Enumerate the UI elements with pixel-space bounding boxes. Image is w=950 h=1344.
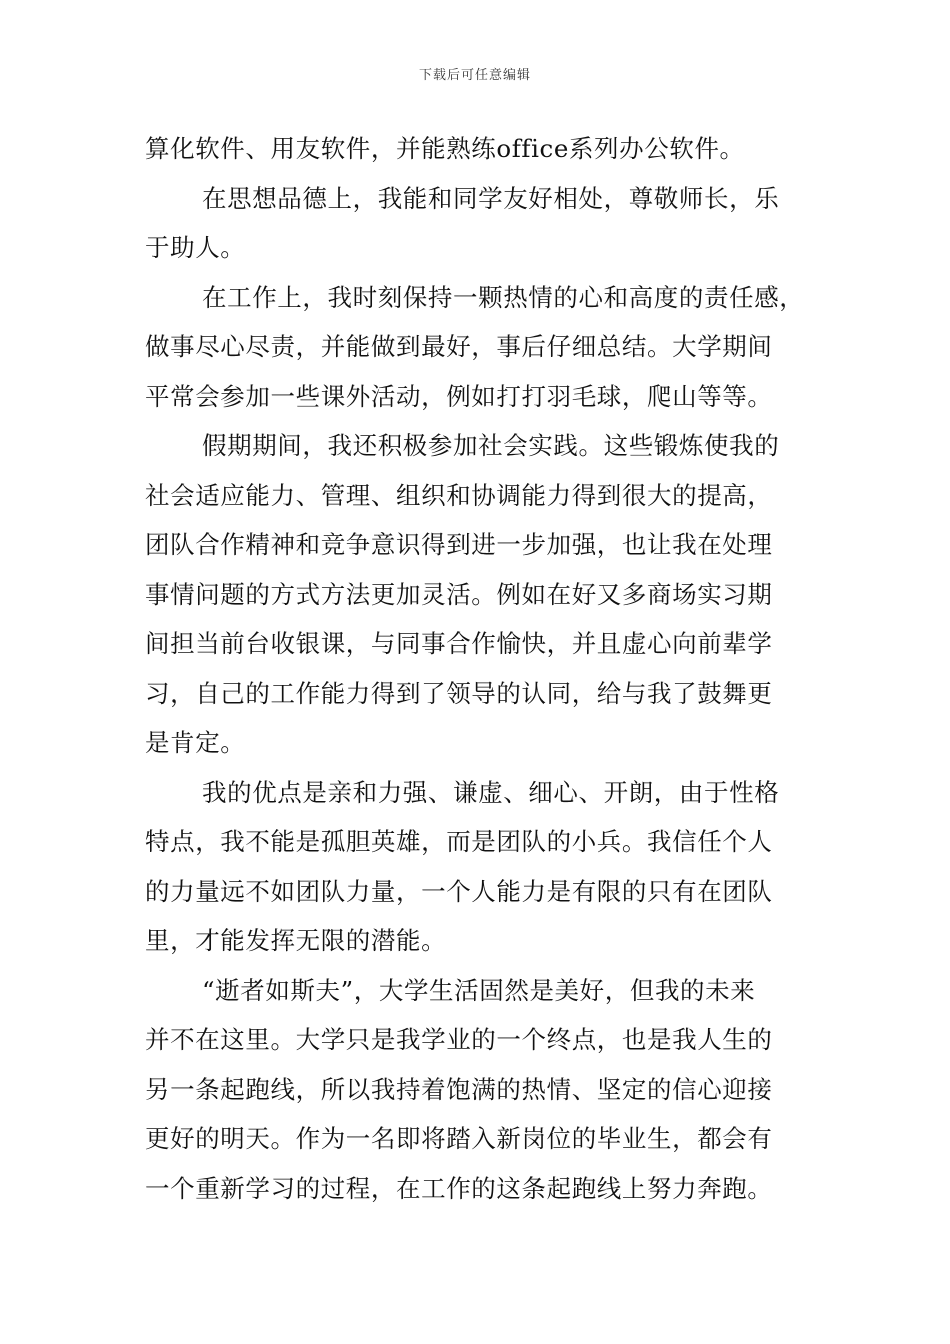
text-line: “逝者如斯夫”，大学生活固然是美好，但我的未来 bbox=[202, 975, 756, 1005]
text-line: 假期期间，我还积极参加社会实践。这些锻炼使我的 bbox=[202, 431, 780, 460]
text-line: 并不在这里。大学只是我学业的一个终点，也是我人生的 bbox=[145, 1025, 773, 1054]
page-header: 下载后可任意编辑 bbox=[418, 68, 531, 83]
text-line: 团队合作精神和竞争意识得到进一步加强，也让我在处理 bbox=[145, 530, 773, 559]
text-line: 在工作上，我时刻保持一颗热情的心和高度的责任感， bbox=[202, 282, 805, 312]
text-line: 更好的明天。作为一名即将踏入新岗位的毕业生，都会有 bbox=[145, 1124, 773, 1153]
text-line: 在思想品德上，我能和同学友好相处，尊敬师长，乐 bbox=[202, 183, 780, 213]
text-line: 平常会参加一些课外活动，例如打打羽毛球，爬山等等。 bbox=[145, 381, 773, 411]
text-line: 事情问题的方式方法更加灵活。例如在好又多商场实习期 bbox=[145, 579, 773, 609]
text-line: 特点，我不能是孤胆英雄，而是团队的小兵。我信任个人 bbox=[145, 827, 773, 856]
text-line: 是肯定。 bbox=[145, 728, 246, 757]
text-line: 社会适应能力、管理、组织和协调能力得到很大的提高， bbox=[145, 480, 773, 510]
text-line: 我的优点是亲和力强、谦虚、细心、开朗，由于性格 bbox=[202, 777, 780, 807]
text-line: 里，才能发挥无限的潜能。 bbox=[145, 926, 447, 955]
text-line: 另一条起跑线，所以我持着饱满的热情、坚定的信心迎接 bbox=[145, 1074, 773, 1104]
text-line: 间担当前台收银课，与同事合作愉快，并且虚心向前辈学 bbox=[145, 629, 773, 658]
text-line: 于助人。 bbox=[145, 233, 246, 262]
text-line: 一个重新学习的过程，在工作的这条起跑线上努力奔跑。 bbox=[145, 1173, 773, 1203]
body-text bbox=[145, 124, 815, 1213]
text-line: 算化软件、用友软件，并能熟练office系列办公软件。 bbox=[145, 134, 745, 163]
text-line: 做事尽心尽责，并能做到最好，事后仔细总结。大学期间 bbox=[145, 332, 773, 361]
text-line: 习，自己的工作能力得到了领导的认同，给与我了鼓舞更 bbox=[145, 678, 773, 708]
text-line: 的力量远不如团队力量，一个人能力是有限的只有在团队 bbox=[145, 876, 773, 906]
